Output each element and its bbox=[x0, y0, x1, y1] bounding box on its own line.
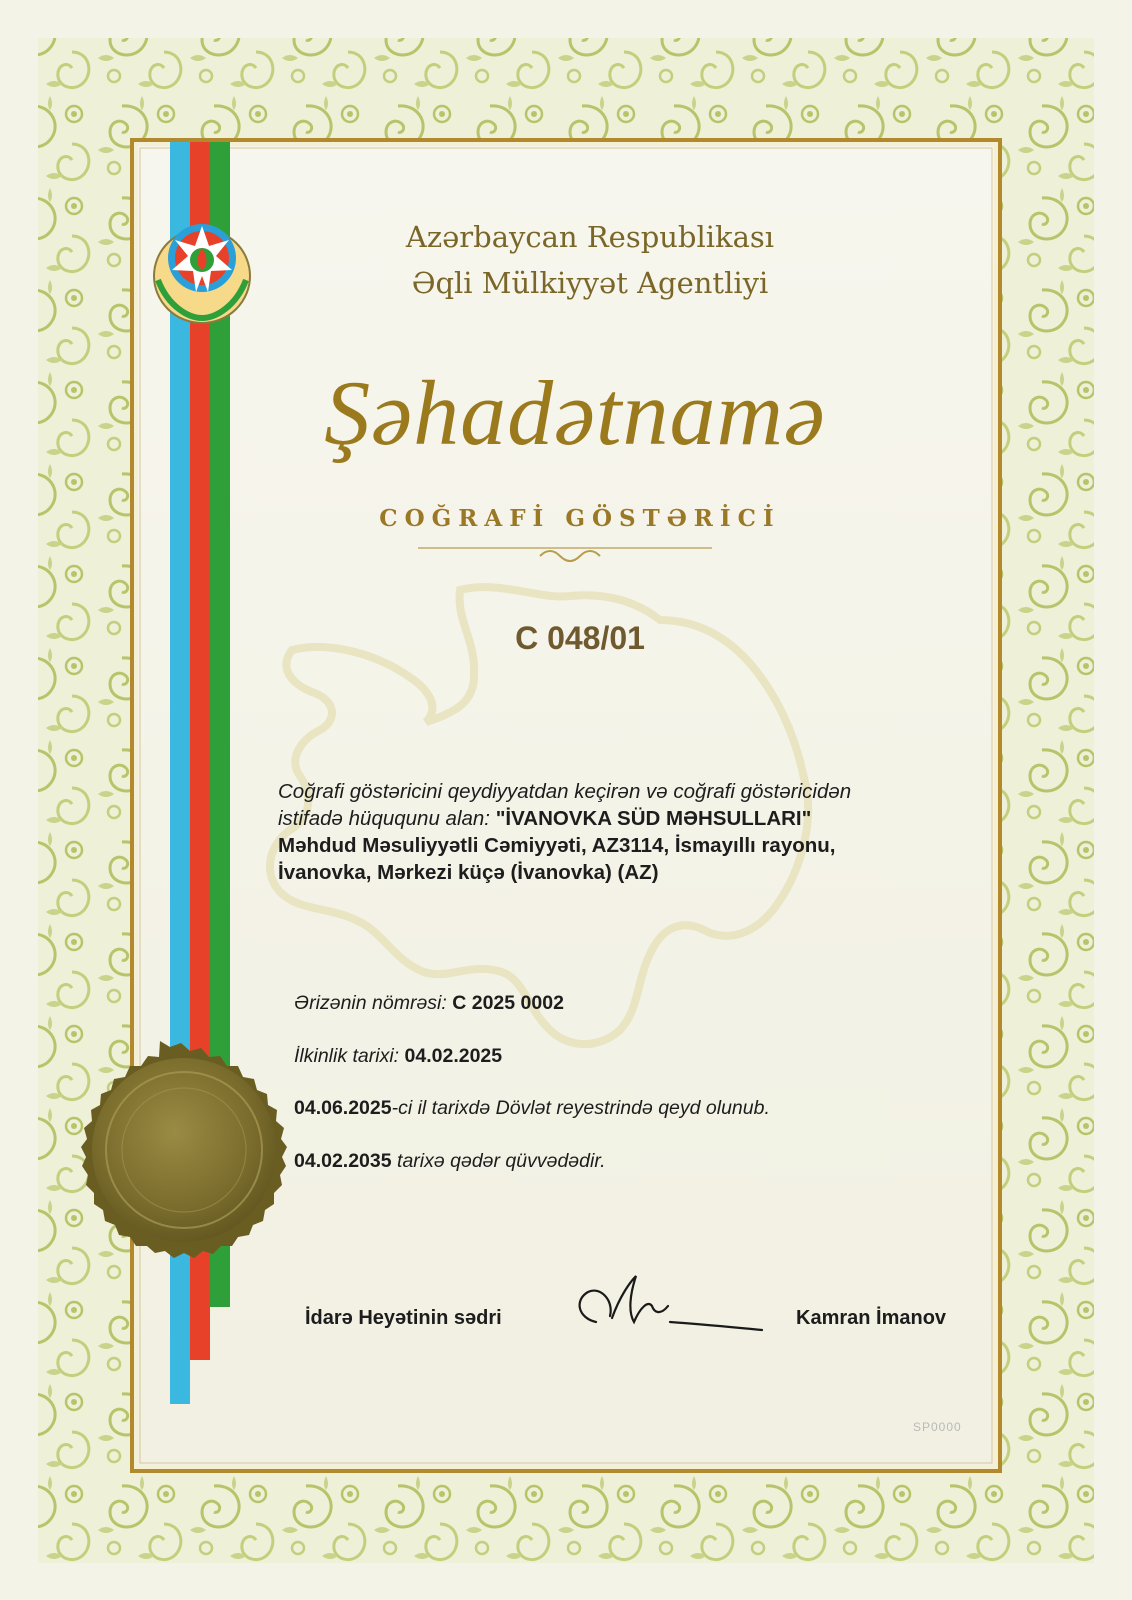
signatory-name: Kamran İmanov bbox=[796, 1307, 947, 1329]
holder-company-name: "İVANOVKA SÜD MƏHSULLARI" bbox=[490, 807, 812, 830]
priority-date-label: İlkinlik tarixi: bbox=[294, 1045, 400, 1067]
holder-company-line2: Məhdud Məsuliyyətli Cəmiyyəti, AZ3114, İsmayıllı rayonu, bbox=[278, 834, 836, 857]
serial-stamp: SP0000 bbox=[913, 1420, 962, 1434]
registration-text: -ci il tarixdə Dövlət reyestrində qeyd olunub. bbox=[391, 1097, 770, 1119]
signatory-title: İdarə Heyətinin sədri bbox=[305, 1307, 502, 1329]
registration-date: 04.06.2025 bbox=[294, 1097, 392, 1119]
holder-intro-line2: istifadə hüququnu alan: bbox=[278, 807, 491, 830]
validity-row bbox=[294, 1150, 606, 1173]
holder-intro-line1: Coğrafi göstəricini qeydiyyatdan keçirən və coğrafi göstəricidən bbox=[278, 780, 852, 803]
application-number-value: C 2025 0002 bbox=[452, 992, 564, 1014]
application-number-row bbox=[294, 992, 564, 1015]
agency-name-line: Əqli Mülkiyyət Agentliyi bbox=[411, 266, 769, 300]
holder-company-line3: İvanovka, Mərkezi küçə (İvanovka) (AZ) bbox=[278, 861, 659, 884]
certificate-number: C 048/01 bbox=[515, 620, 645, 656]
priority-date-row bbox=[294, 1045, 502, 1068]
application-number-label: Ərizənin nömrəsi: bbox=[294, 992, 447, 1014]
document-subtitle: COĞRAFİ GÖSTƏRİCİ bbox=[379, 505, 781, 532]
priority-date-value: 04.02.2025 bbox=[404, 1045, 503, 1067]
holder-paragraph bbox=[278, 778, 998, 886]
registration-row bbox=[294, 1097, 770, 1120]
validity-text: tarixə qədər qüvvədədir. bbox=[391, 1150, 606, 1172]
document-title: Şəhadətnamə bbox=[324, 362, 826, 464]
agency-country-line: Azərbaycan Respublikası bbox=[405, 220, 775, 254]
validity-date: 04.02.2035 bbox=[294, 1150, 392, 1172]
